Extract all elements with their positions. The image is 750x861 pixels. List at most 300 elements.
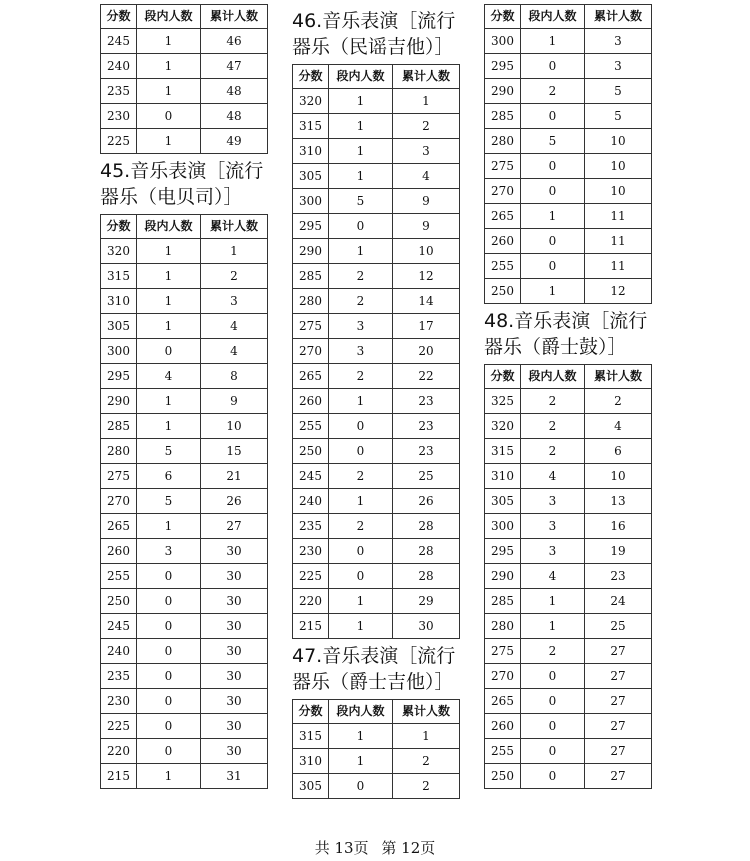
count-cell: 1 — [329, 749, 393, 774]
count-cell: 0 — [521, 689, 585, 714]
cumulative-cell: 24 — [585, 589, 652, 614]
table-header-row — [293, 700, 460, 724]
table-row — [293, 514, 460, 539]
cumulative-cell: 27 — [201, 514, 268, 539]
score-cell: 225 — [101, 129, 137, 154]
score-cell: 270 — [485, 179, 521, 204]
cumulative-cell: 30 — [201, 614, 268, 639]
cumulative-cell: 1 — [393, 724, 460, 749]
header-score: 分数 — [101, 5, 137, 29]
count-cell: 1 — [329, 164, 393, 189]
count-cell: 0 — [521, 104, 585, 129]
table-row — [293, 139, 460, 164]
count-cell: 0 — [329, 774, 393, 799]
count-cell: 3 — [137, 539, 201, 564]
score-cell: 300 — [485, 514, 521, 539]
score-table — [484, 364, 652, 789]
table-row — [101, 539, 268, 564]
score-cell: 235 — [293, 514, 329, 539]
table-row — [293, 339, 460, 364]
table-row — [485, 254, 652, 279]
table-row — [101, 314, 268, 339]
score-cell: 255 — [101, 564, 137, 589]
cumulative-cell: 31 — [201, 764, 268, 789]
table-row — [101, 689, 268, 714]
score-cell: 240 — [101, 54, 137, 79]
column-3 — [484, 4, 651, 789]
score-cell: 290 — [101, 389, 137, 414]
table-row — [485, 154, 652, 179]
score-cell: 260 — [485, 714, 521, 739]
cumulative-cell: 48 — [201, 104, 268, 129]
cumulative-cell: 2 — [201, 264, 268, 289]
cumulative-cell: 30 — [201, 689, 268, 714]
header-count: 段内人数 — [329, 65, 393, 89]
table-row — [485, 614, 652, 639]
cumulative-cell: 46 — [201, 29, 268, 54]
count-cell: 0 — [521, 154, 585, 179]
cumulative-cell: 47 — [201, 54, 268, 79]
count-cell: 0 — [137, 739, 201, 764]
score-cell: 215 — [293, 614, 329, 639]
table-row — [101, 564, 268, 589]
score-cell: 310 — [485, 464, 521, 489]
count-cell: 3 — [521, 539, 585, 564]
count-cell: 3 — [521, 514, 585, 539]
score-cell: 245 — [101, 614, 137, 639]
table-row — [485, 689, 652, 714]
score-cell: 280 — [101, 439, 137, 464]
score-cell: 260 — [485, 229, 521, 254]
count-cell: 1 — [329, 589, 393, 614]
table-row — [293, 189, 460, 214]
header-cumulative: 累计人数 — [201, 5, 268, 29]
cumulative-cell: 25 — [585, 614, 652, 639]
score-cell: 255 — [485, 739, 521, 764]
score-cell: 265 — [485, 204, 521, 229]
cumulative-cell: 27 — [585, 764, 652, 789]
count-cell: 2 — [329, 364, 393, 389]
count-cell: 4 — [521, 564, 585, 589]
score-cell: 305 — [485, 489, 521, 514]
score-cell: 285 — [101, 414, 137, 439]
score-cell: 305 — [293, 164, 329, 189]
count-cell: 1 — [521, 589, 585, 614]
count-cell: 2 — [521, 414, 585, 439]
table-row — [101, 414, 268, 439]
score-cell: 225 — [293, 564, 329, 589]
score-cell: 270 — [293, 339, 329, 364]
score-cell: 290 — [293, 239, 329, 264]
cumulative-cell: 30 — [201, 564, 268, 589]
score-cell: 215 — [101, 764, 137, 789]
header-cumulative: 累计人数 — [201, 215, 268, 239]
count-cell: 0 — [137, 104, 201, 129]
count-cell: 4 — [521, 464, 585, 489]
table-row — [293, 289, 460, 314]
count-cell: 1 — [137, 389, 201, 414]
score-cell: 300 — [485, 29, 521, 54]
cumulative-cell: 10 — [201, 414, 268, 439]
cumulative-cell: 12 — [585, 279, 652, 304]
cumulative-cell: 9 — [393, 189, 460, 214]
cumulative-cell: 11 — [585, 229, 652, 254]
cumulative-cell: 15 — [201, 439, 268, 464]
cumulative-cell: 2 — [585, 389, 652, 414]
cumulative-cell: 2 — [393, 774, 460, 799]
count-cell: 1 — [329, 89, 393, 114]
cumulative-cell: 17 — [393, 314, 460, 339]
count-cell: 1 — [329, 614, 393, 639]
table-row — [485, 389, 652, 414]
score-cell: 285 — [485, 104, 521, 129]
section-title: 47.音乐表演［流行器乐（爵士吉他）］ — [292, 645, 456, 693]
cumulative-cell: 10 — [585, 154, 652, 179]
count-cell: 0 — [137, 689, 201, 714]
count-cell: 1 — [329, 139, 393, 164]
score-cell: 230 — [101, 104, 137, 129]
table-row — [101, 489, 268, 514]
count-cell: 1 — [137, 239, 201, 264]
score-cell: 320 — [101, 239, 137, 264]
header-score: 分数 — [485, 5, 521, 29]
score-cell: 325 — [485, 389, 521, 414]
cumulative-cell: 2 — [393, 749, 460, 774]
score-cell: 255 — [293, 414, 329, 439]
table-row — [293, 464, 460, 489]
cumulative-cell: 1 — [393, 89, 460, 114]
count-cell: 0 — [137, 614, 201, 639]
count-cell: 1 — [137, 129, 201, 154]
column-2 — [292, 4, 459, 799]
count-cell: 0 — [521, 179, 585, 204]
score-cell: 305 — [101, 314, 137, 339]
cumulative-cell: 28 — [393, 539, 460, 564]
score-table — [100, 214, 268, 789]
count-cell: 1 — [137, 264, 201, 289]
score-cell: 230 — [101, 689, 137, 714]
table-row — [101, 714, 268, 739]
table-row — [101, 364, 268, 389]
table-row — [485, 79, 652, 104]
table-row — [293, 114, 460, 139]
count-cell: 4 — [137, 364, 201, 389]
table-row — [485, 179, 652, 204]
table-row — [293, 724, 460, 749]
cumulative-cell: 25 — [393, 464, 460, 489]
score-cell: 275 — [485, 154, 521, 179]
page-footer — [0, 838, 750, 858]
table-row — [101, 104, 268, 129]
table-row — [485, 514, 652, 539]
score-cell: 260 — [293, 389, 329, 414]
count-cell: 0 — [329, 214, 393, 239]
score-table — [100, 4, 268, 154]
header-count: 段内人数 — [137, 215, 201, 239]
cumulative-cell: 19 — [585, 539, 652, 564]
table-row — [101, 264, 268, 289]
section-title: 45.音乐表演［流行器乐（电贝司）］ — [100, 160, 264, 208]
table-row — [293, 314, 460, 339]
count-cell: 5 — [137, 489, 201, 514]
table-row — [485, 464, 652, 489]
score-cell: 280 — [485, 129, 521, 154]
count-cell: 3 — [329, 314, 393, 339]
count-cell: 0 — [521, 254, 585, 279]
score-cell: 280 — [293, 289, 329, 314]
cumulative-cell: 29 — [393, 589, 460, 614]
count-cell: 0 — [521, 714, 585, 739]
count-cell: 1 — [521, 204, 585, 229]
table-row — [101, 339, 268, 364]
table-header-row — [293, 65, 460, 89]
table-row — [485, 204, 652, 229]
cumulative-cell: 11 — [585, 204, 652, 229]
table-row — [101, 239, 268, 264]
table-row — [293, 364, 460, 389]
cumulative-cell: 28 — [393, 514, 460, 539]
section-title: 48.音乐表演［流行器乐（爵士鼓）］ — [484, 310, 648, 358]
score-cell: 305 — [293, 774, 329, 799]
table-row — [293, 164, 460, 189]
score-cell: 280 — [485, 614, 521, 639]
count-cell: 2 — [521, 439, 585, 464]
table-row — [101, 29, 268, 54]
cumulative-cell: 30 — [393, 614, 460, 639]
score-cell: 250 — [485, 764, 521, 789]
score-cell: 275 — [485, 639, 521, 664]
count-cell: 2 — [521, 639, 585, 664]
cumulative-cell: 26 — [393, 489, 460, 514]
score-cell: 265 — [101, 514, 137, 539]
table-row — [485, 639, 652, 664]
cumulative-cell: 23 — [393, 389, 460, 414]
count-cell: 0 — [521, 664, 585, 689]
cumulative-cell: 3 — [393, 139, 460, 164]
cumulative-cell: 20 — [393, 339, 460, 364]
score-cell: 320 — [293, 89, 329, 114]
table-row — [101, 614, 268, 639]
cumulative-cell: 49 — [201, 129, 268, 154]
cumulative-cell: 14 — [393, 289, 460, 314]
table-row — [293, 589, 460, 614]
score-cell: 240 — [293, 489, 329, 514]
table-row — [485, 104, 652, 129]
current-page: 第 12页 — [381, 839, 436, 857]
cumulative-cell: 30 — [201, 739, 268, 764]
cumulative-cell: 11 — [585, 254, 652, 279]
table-row — [485, 29, 652, 54]
score-cell: 270 — [485, 664, 521, 689]
count-cell: 3 — [521, 489, 585, 514]
count-cell: 1 — [137, 54, 201, 79]
cumulative-cell: 21 — [201, 464, 268, 489]
count-cell: 2 — [521, 79, 585, 104]
table-row — [293, 614, 460, 639]
table-row — [101, 289, 268, 314]
score-cell: 240 — [101, 639, 137, 664]
cumulative-cell: 4 — [201, 314, 268, 339]
count-cell: 5 — [137, 439, 201, 464]
table-row — [293, 239, 460, 264]
count-cell: 0 — [137, 589, 201, 614]
table-row — [101, 54, 268, 79]
table-row — [101, 514, 268, 539]
header-score: 分数 — [485, 365, 521, 389]
table-row — [293, 489, 460, 514]
table-row — [485, 54, 652, 79]
count-cell: 0 — [137, 639, 201, 664]
count-cell: 1 — [137, 29, 201, 54]
table-row — [101, 664, 268, 689]
count-cell: 0 — [137, 339, 201, 364]
count-cell: 1 — [137, 314, 201, 339]
cumulative-cell: 23 — [585, 564, 652, 589]
score-cell: 245 — [293, 464, 329, 489]
score-cell: 250 — [293, 439, 329, 464]
cumulative-cell: 10 — [585, 464, 652, 489]
count-cell: 0 — [329, 439, 393, 464]
count-cell: 0 — [329, 414, 393, 439]
score-cell: 315 — [485, 439, 521, 464]
table-row — [293, 749, 460, 774]
score-cell: 295 — [485, 54, 521, 79]
cumulative-cell: 5 — [585, 79, 652, 104]
cumulative-cell: 3 — [585, 54, 652, 79]
score-cell: 320 — [485, 414, 521, 439]
total-pages: 共 13页 — [314, 839, 369, 857]
table-row — [485, 129, 652, 154]
header-count: 段内人数 — [137, 5, 201, 29]
score-cell: 250 — [101, 589, 137, 614]
score-cell: 260 — [101, 539, 137, 564]
score-cell: 235 — [101, 79, 137, 104]
table-row — [485, 439, 652, 464]
cumulative-cell: 4 — [585, 414, 652, 439]
cumulative-cell: 27 — [585, 689, 652, 714]
header-cumulative: 累计人数 — [393, 65, 460, 89]
cumulative-cell: 30 — [201, 589, 268, 614]
table-row — [485, 414, 652, 439]
score-cell: 310 — [293, 749, 329, 774]
table-row — [101, 389, 268, 414]
table-row — [101, 589, 268, 614]
cumulative-cell: 10 — [585, 179, 652, 204]
cumulative-cell: 8 — [201, 364, 268, 389]
cumulative-cell: 9 — [201, 389, 268, 414]
score-cell: 225 — [101, 714, 137, 739]
cumulative-cell: 4 — [201, 339, 268, 364]
score-cell: 310 — [101, 289, 137, 314]
table-row — [293, 774, 460, 799]
cumulative-cell: 3 — [585, 29, 652, 54]
header-score: 分数 — [293, 700, 329, 724]
table-row — [293, 389, 460, 414]
score-cell: 250 — [485, 279, 521, 304]
table-row — [101, 79, 268, 104]
cumulative-cell: 6 — [585, 439, 652, 464]
count-cell: 0 — [521, 229, 585, 254]
score-cell: 290 — [485, 564, 521, 589]
cumulative-cell: 27 — [585, 639, 652, 664]
count-cell: 0 — [137, 564, 201, 589]
score-cell: 310 — [293, 139, 329, 164]
section-title: 46.音乐表演［流行器乐（民谣吉他）］ — [292, 10, 456, 58]
count-cell: 2 — [521, 389, 585, 414]
score-cell: 275 — [101, 464, 137, 489]
count-cell: 1 — [137, 289, 201, 314]
count-cell: 1 — [137, 514, 201, 539]
score-cell: 300 — [101, 339, 137, 364]
score-cell: 290 — [485, 79, 521, 104]
table-header-row — [485, 365, 652, 389]
count-cell: 1 — [137, 764, 201, 789]
count-cell: 0 — [521, 54, 585, 79]
count-cell: 1 — [329, 389, 393, 414]
score-cell: 220 — [293, 589, 329, 614]
table-row — [293, 214, 460, 239]
score-cell: 270 — [101, 489, 137, 514]
count-cell: 1 — [521, 614, 585, 639]
cumulative-cell: 4 — [393, 164, 460, 189]
table-row — [293, 264, 460, 289]
score-cell: 315 — [293, 724, 329, 749]
count-cell: 0 — [329, 564, 393, 589]
table-row — [293, 439, 460, 464]
score-cell: 265 — [293, 364, 329, 389]
table-row — [101, 639, 268, 664]
table-row — [293, 89, 460, 114]
header-score: 分数 — [293, 65, 329, 89]
cumulative-cell: 27 — [585, 714, 652, 739]
count-cell: 2 — [329, 264, 393, 289]
count-cell: 0 — [329, 539, 393, 564]
count-cell: 1 — [521, 279, 585, 304]
score-cell: 315 — [101, 264, 137, 289]
header-score: 分数 — [101, 215, 137, 239]
cumulative-cell: 28 — [393, 564, 460, 589]
table-header-row — [485, 5, 652, 29]
cumulative-cell: 1 — [201, 239, 268, 264]
score-table — [292, 64, 460, 639]
cumulative-cell: 23 — [393, 439, 460, 464]
cumulative-cell: 12 — [393, 264, 460, 289]
table-header-row — [101, 5, 268, 29]
score-cell: 265 — [485, 689, 521, 714]
score-cell: 300 — [293, 189, 329, 214]
header-count: 段内人数 — [521, 5, 585, 29]
score-cell: 230 — [293, 539, 329, 564]
count-cell: 1 — [329, 114, 393, 139]
header-cumulative: 累计人数 — [585, 365, 652, 389]
table-row — [101, 764, 268, 789]
table-row — [485, 714, 652, 739]
count-cell: 6 — [137, 464, 201, 489]
cumulative-cell: 3 — [201, 289, 268, 314]
score-cell: 275 — [293, 314, 329, 339]
cumulative-cell: 30 — [201, 714, 268, 739]
cumulative-cell: 10 — [585, 129, 652, 154]
score-cell: 235 — [101, 664, 137, 689]
count-cell: 1 — [329, 239, 393, 264]
count-cell: 2 — [329, 514, 393, 539]
table-row — [101, 739, 268, 764]
cumulative-cell: 22 — [393, 364, 460, 389]
cumulative-cell: 13 — [585, 489, 652, 514]
count-cell: 5 — [329, 189, 393, 214]
table-row — [293, 564, 460, 589]
cumulative-cell: 23 — [393, 414, 460, 439]
